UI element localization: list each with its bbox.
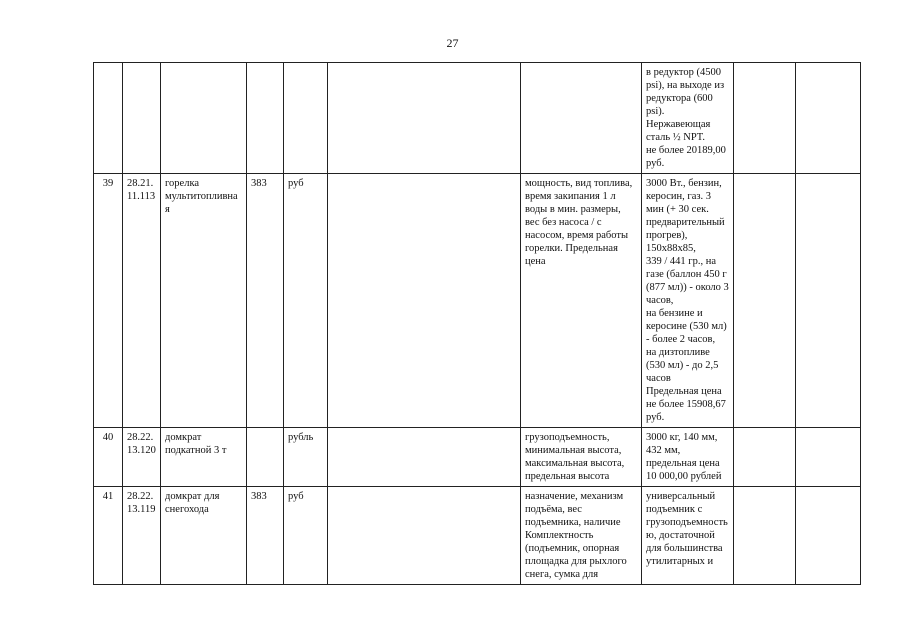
text-line: время закипания 1 л [525,191,616,202]
cell-okei [247,63,284,174]
cell-code [123,487,161,585]
text-line: 3000 кг, 140 мм, [646,432,718,443]
text-line: в редуктор (4500 [646,67,721,78]
text-line: прогрев), [646,230,688,241]
text-line: Нержавеющая [646,119,711,130]
cell-extra-1 [734,63,796,174]
page-number: 27 [446,36,459,50]
text-line: руб. [646,412,665,423]
cell-value [642,487,734,585]
cell-num: 40 [94,428,123,487]
cell-num: 41 [94,487,123,585]
text-line: (подъемник, опорная [525,543,620,554]
text-line: для большинства [646,543,723,554]
cell-characteristic [521,174,642,428]
cell-okei: 383 [247,487,284,585]
text-line: подъемник с [646,504,703,515]
text-line: подъемника, наличие [525,517,621,528]
text-line: 13.119 [127,504,156,515]
text-line: утилитарных и [646,556,714,567]
cell-empty [328,428,521,487]
cell-code [123,174,161,428]
text-line: снега, сумка для [525,569,599,580]
table-row [94,428,861,487]
cell-name [161,487,247,585]
cell-characteristic [521,428,642,487]
cell-value [642,174,734,428]
text-line: назначение, механизм [525,491,624,502]
text-line: домкрат для [165,491,220,502]
text-line: на дизтопливе [646,347,710,358]
cell-okei [247,428,284,487]
text-line: подкатной 3 т [165,445,227,456]
cell-empty [328,487,521,585]
cell-extra-1 [734,174,796,428]
cell-value [642,63,734,174]
text-line: редуктора (600 [646,93,713,104]
cell-unit: рубль [284,428,328,487]
text-line: грузоподъемность [646,517,728,528]
text-line: подъёма, вес [525,504,582,515]
cell-name [161,428,247,487]
text-line: psi). [646,106,665,117]
cell-okei: 383 [247,174,284,428]
text-line: предельная высота [525,471,610,482]
cell-name [161,63,247,174]
text-line: Комплектность [525,530,594,541]
text-line: газе (баллон 450 г [646,269,727,280]
text-line: не более 20189,00 [646,145,726,156]
text-line: часов, [646,295,674,306]
cell-num: 39 [94,174,123,428]
cell-empty [328,63,521,174]
text-line: я [165,204,170,215]
table-row [94,174,861,428]
text-line: цена [525,256,546,267]
text-line: не более 15908,67 [646,399,726,410]
text-line: грузоподъемность, [525,432,610,443]
text-line: керосин, газ. 3 [646,191,712,202]
cell-extra-2 [796,487,861,585]
cell-characteristic [521,63,642,174]
text-line: 28.22. [127,432,154,443]
text-line: насосом, время работы [525,230,629,241]
cell-extra-1 [734,428,796,487]
text-line: мультитопливна [165,191,238,202]
cell-extra-2 [796,63,861,174]
text-line: предварительный [646,217,725,228]
text-line: горелка [165,178,200,189]
cell-unit [284,63,328,174]
cell-characteristic [521,487,642,585]
text-line: площадка для рыхлого [525,556,627,567]
text-line: ю, достаточной [646,530,715,541]
cell-empty [328,174,521,428]
text-line: сталь ½ NPT. [646,132,705,143]
text-line: (530 мл) - до 2,5 [646,360,719,371]
text-line: - более 2 часов, [646,334,716,345]
text-line: 28.22. [127,491,154,502]
text-line: керосине (530 мл) [646,321,727,332]
text-line: мощность, вид топлива, [525,178,633,189]
text-line: универсальный [646,491,716,502]
text-line: 10 000,00 рублей [646,471,722,482]
text-line: руб. [646,158,665,169]
text-line: снегохода [165,504,209,515]
cell-value [642,428,734,487]
text-line: минимальная высота, [525,445,622,456]
text-line: максимальная высота, [525,458,625,469]
cell-num [94,63,123,174]
cell-unit: руб [284,174,328,428]
text-line: горелки. Предельная [525,243,618,254]
text-line: мин (+ 30 сек. [646,204,709,215]
cell-name [161,174,247,428]
text-line: 28.21. [127,178,154,189]
text-line: воды в мин. размеры, [525,204,621,215]
text-line: вес без насоса / с [525,217,602,228]
table-row [94,487,861,585]
specification-table [93,62,861,585]
cell-code [123,63,161,174]
text-line: на бензине и [646,308,703,319]
text-line: 150x88x85, [646,243,696,254]
text-line: 13.120 [127,445,156,456]
cell-extra-2 [796,428,861,487]
text-line: 11.113 [127,191,156,202]
text-line: 339 / 441 гр., на [646,256,717,267]
text-line: psi), на выходе из [646,80,725,91]
text-line: Предельная цена [646,386,722,397]
text-line: часов [646,373,671,384]
table-row-continuation [94,63,861,174]
cell-code [123,428,161,487]
text-line: (877 мл)) - около 3 [646,282,729,293]
cell-extra-2 [796,174,861,428]
cell-extra-1 [734,487,796,585]
text-line: домкрат [165,432,202,443]
text-line: предельная цена [646,458,720,469]
text-line: 3000 Вт., бензин, [646,178,722,189]
text-line: 432 мм, [646,445,681,456]
cell-unit: руб [284,487,328,585]
